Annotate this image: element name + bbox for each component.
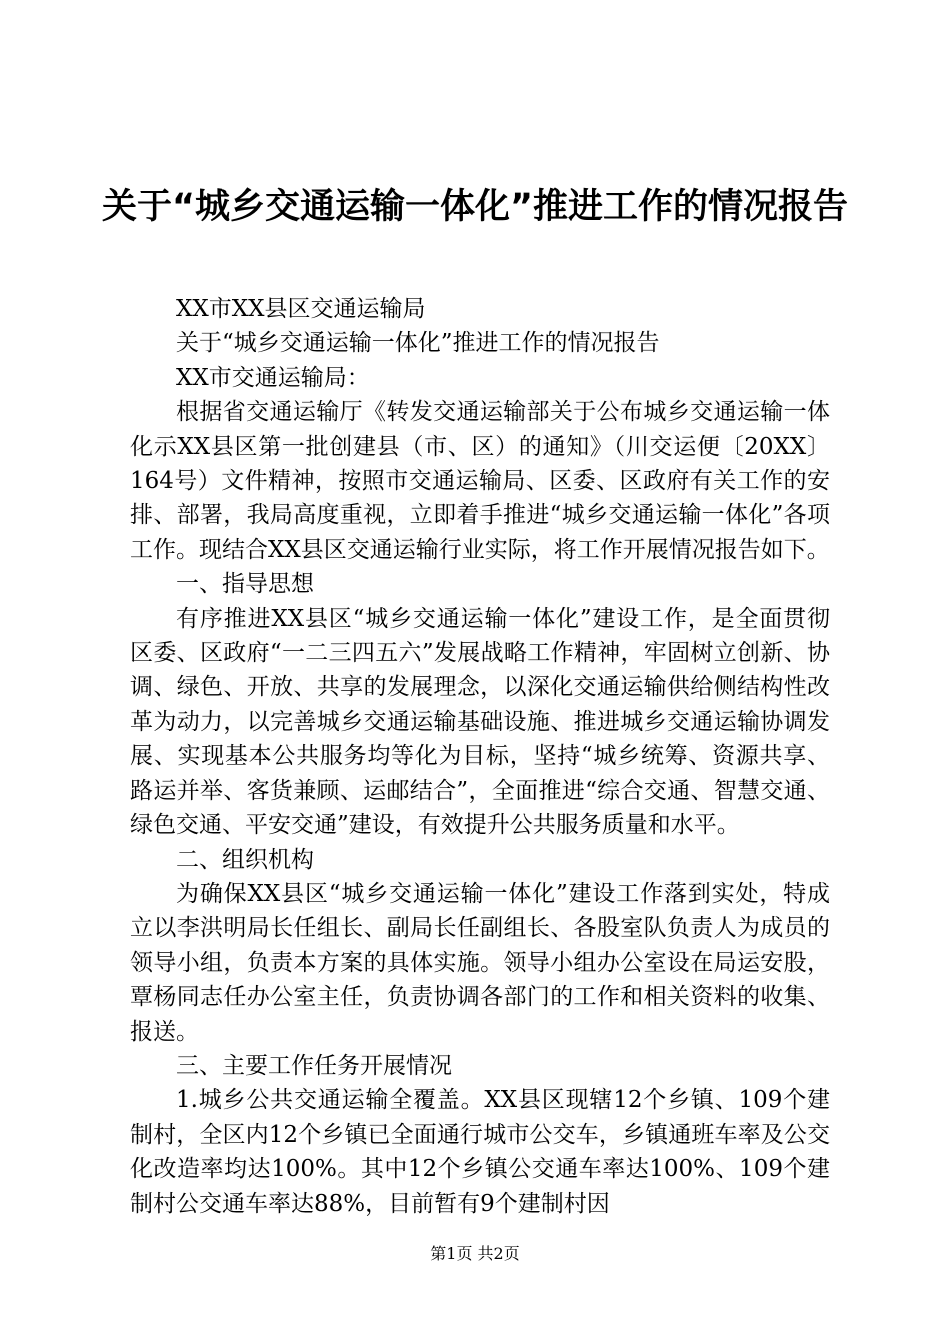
document-title: 关于“城乡交通运输一体化”推进工作的情况报告 (101, 187, 848, 227)
recipient-line: XX市交通运输局： (176, 364, 370, 391)
section-paragraph-3: 1.城乡公共交通运输全覆盖。XX县区现辖12个乡镇、109个建制村，全区内12个乡镇已全面通行城市公交车，乡镇通班车率及公交化改造率均达100%。其中12个乡镇公交通车率达100%、109个建制村公交通车率达88%，目前暂有9个建制村因 (130, 1087, 830, 1217)
intro-paragraph: 根据省交通运输厅《转发交通运输部关于公布城乡交通运输一体化示XX县区第一批创建县（市、区）的通知》（川交运便〔20XX〕164号）文件精神，按照市交通运输局、区委、区政府有关工作的安排、部署，我局高度重视，立即着手推进“城乡交通运输一体化”各项工作。现结合XX县区交通运输行业实际，将工作开展情况报告如下。 (130, 399, 830, 563)
section-paragraph-1: 有序推进XX县区“城乡交通运输一体化”建设工作，是全面贯彻区委、区政府“一二三四五六”发展战略工作精神，牢固树立创新、协调、绿色、开放、共享的发展理念，以深化交通运输供给侧结构性改革为动力，以完善城乡交通运输基础设施、推进城乡交通运输协调发展、实现基本公共服务均等化为目标，坚持“城乡统筹、资源共享、路运并举、客货兼顾、运邮结合”，全面推进“综合交通、智慧交通、绿色交通、平安交通”建设，有效提升公共服务质量和水平。 (130, 605, 830, 839)
section-heading-2: 二、组织机构 (176, 846, 314, 873)
section-heading-3: 三、主要工作任务开展情况 (176, 1052, 452, 1079)
section-heading-1: 一、指导思想 (176, 571, 314, 598)
page-number-footer: 第1页 共2页 (430, 1244, 520, 1263)
subject-line: 关于“城乡交通运输一体化”推进工作的情况报告 (176, 330, 660, 357)
document-body (130, 292, 830, 1221)
section-paragraph-2: 为确保XX县区“城乡交通运输一体化”建设工作落到实处，特成立以李洪明局长任组长、副局长任副组长、各股室队负责人为成员的领导小组，负责本方案的具体实施。领导小组办公室设在局运安股，覃杨同志任办公室主任，负责协调各部门的工作和相关资料的收集、报送。 (130, 880, 830, 1045)
sender-line: XX市XX县区交通运输局 (176, 296, 426, 322)
